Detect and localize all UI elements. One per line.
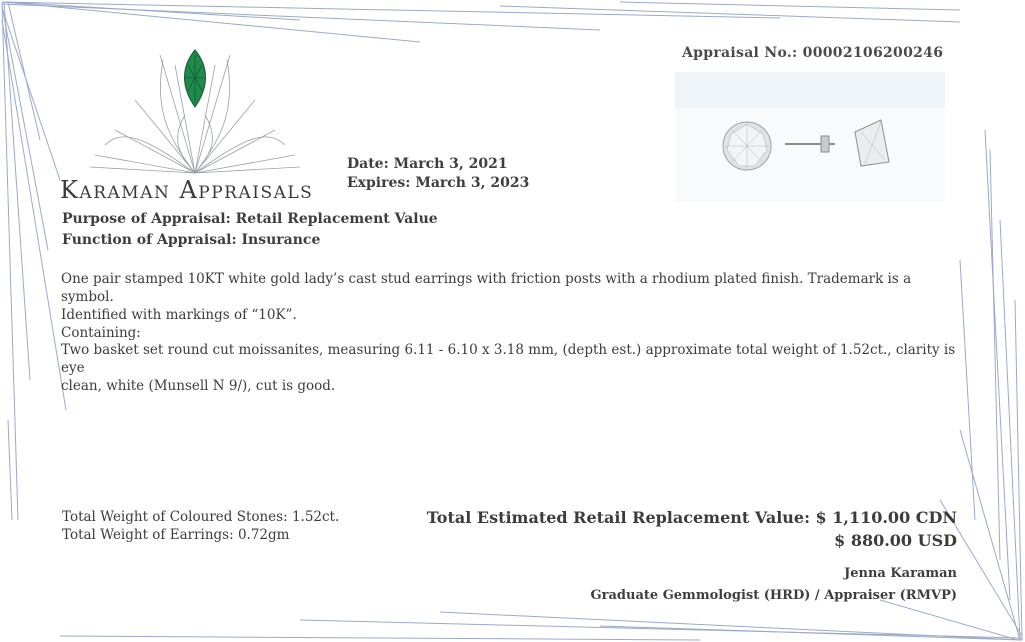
item-description (61, 270, 961, 342)
weight-totals (62, 508, 339, 544)
purpose-block (62, 209, 438, 251)
signature-block (591, 563, 957, 607)
stones-line: Two basket set round cut moissanites, measuring 6.11 - 6.10 x 3.18 mm, (depth est.) approximate total weight of 1.52ct., clarity is eye (61, 342, 956, 376)
earrings-weight: Total Weight of Earrings: 0.72gm (62, 527, 290, 543)
date-block (347, 155, 529, 193)
purpose-of-appraisal: Purpose of Appraisal: Retail Replacement Value (62, 211, 438, 227)
signer-name: Jenna Karaman (844, 566, 957, 581)
function-of-appraisal: Function of Appraisal: Insurance (62, 232, 321, 248)
value-cdn: Total Estimated Retail Replacement Value: $ 1,110.00 CDN (426, 508, 957, 527)
signer-title: Graduate Gemmologist (HRD) / Appraiser (RMVP) (590, 588, 957, 603)
appraisal-number-value: 00002106200246 (802, 45, 944, 61)
description-line: Containing: (61, 325, 141, 341)
value-usd: $ 880.00 USD (834, 531, 957, 550)
coloured-stones-weight: Total Weight of Coloured Stones: 1.52ct. (62, 509, 340, 525)
company-name: Karaman Appraisals (60, 176, 314, 204)
description-line: One pair stamped 10KT white gold lady’s cast stud earrings with friction posts with a rhodium plated finish. Trademark is a symbol. (61, 271, 912, 305)
expiry-date: Expires: March 3, 2023 (347, 175, 530, 191)
issue-date: Date: March 3, 2021 (347, 156, 508, 172)
description-line: Identified with markings of “10K”. (61, 307, 297, 323)
value-totals (427, 506, 957, 552)
appraisal-number (682, 45, 943, 61)
earring-photo (675, 72, 945, 202)
stones-line: clean, white (Munsell N 9/), cut is good. (61, 378, 336, 394)
stones-description (61, 341, 961, 395)
logo-icon (85, 45, 305, 175)
appraisal-number-label: Appraisal No.: (682, 45, 798, 61)
